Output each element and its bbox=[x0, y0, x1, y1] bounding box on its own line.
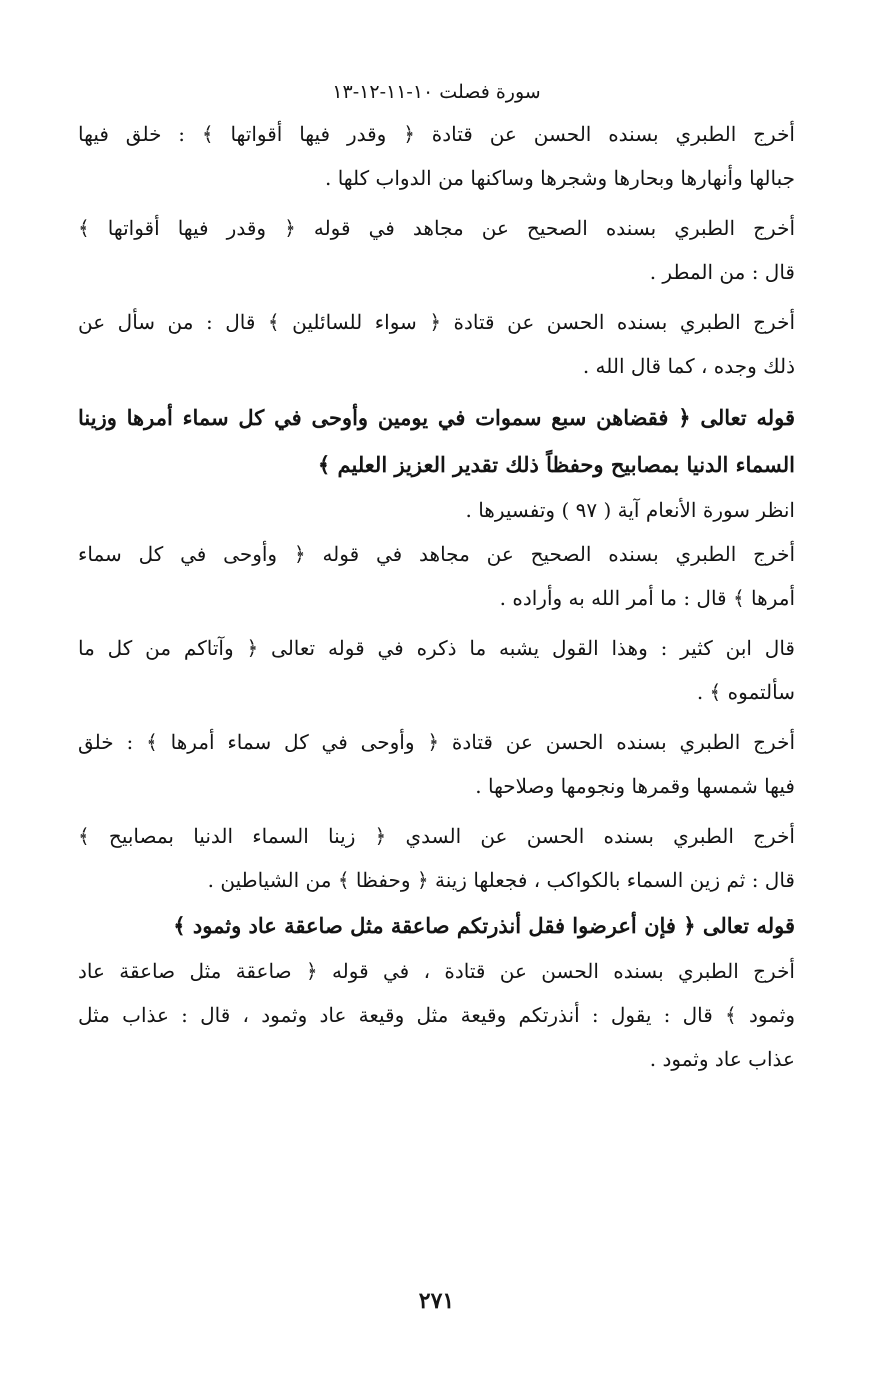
paragraph bbox=[78, 949, 795, 1081]
text-line: أخرج الطبري بسنده الحسن عن قتادة ، في قوله ﴿ صاعقة مثل صاعقة عاد bbox=[78, 959, 795, 983]
paragraph bbox=[78, 488, 795, 532]
paragraph bbox=[78, 206, 795, 294]
text-line: قال ابن كثير : وهذا القول يشبه ما ذكره في قوله تعالى ﴿ وآتاكم من كل ما bbox=[78, 636, 795, 660]
text-line: أخرج الطبري بسنده الحسن عن قتادة ﴿ وقدر فيها أقواتها ﴾ : خلق فيها bbox=[78, 122, 795, 146]
verse-line: السماء الدنيا بمصابيح وحفظاً ذلك تقدير العزيز العليم ﴾ bbox=[317, 452, 795, 477]
paragraph bbox=[78, 626, 795, 714]
verse-heading bbox=[78, 902, 795, 949]
text-line: انظر سورة الأنعام آية ( ٩٧ ) وتفسيرها . bbox=[465, 498, 795, 522]
text-line: ذلك وجده ، كما قال الله . bbox=[582, 354, 795, 378]
text-line: فيها شمسها وقمرها ونجومها وصلاحها . bbox=[475, 774, 795, 798]
paragraph bbox=[78, 720, 795, 808]
text-line: أخرج الطبري بسنده الحسن عن قتادة ﴿ سواء للسائلين ﴾ قال : من سأل عن bbox=[78, 310, 795, 334]
text-line: قال : من المطر . bbox=[649, 260, 795, 284]
page-number: ٢٧١ bbox=[418, 1288, 455, 1314]
text-line: عذاب عاد وثمود . bbox=[649, 1047, 795, 1071]
paragraph bbox=[78, 814, 795, 902]
text-line: جبالها وأنهارها وبحارها وشجرها وساكنها من الدواب كلها . bbox=[325, 166, 795, 190]
verse-heading bbox=[78, 394, 795, 488]
text-line: أخرج الطبري بسنده الصحيح عن مجاهد في قوله ﴿ وقدر فيها أقواتها ﴾ bbox=[78, 216, 795, 240]
text-line: أخرج الطبري بسنده الحسن عن السدي ﴿ زينا السماء الدنيا بمصابيح ﴾ bbox=[78, 824, 795, 848]
page-body bbox=[78, 112, 795, 1081]
text-line: وثمود ﴾ قال : يقول : أنذرتكم وقيعة مثل وقيعة عاد وثمود ، قال : عذاب مثل bbox=[78, 1003, 795, 1027]
page-header: سورة فصلت ١٠-١١-١٢-١٣ bbox=[332, 81, 541, 103]
text-line: أمرها ﴾ قال : ما أمر الله به وأراده . bbox=[499, 586, 795, 610]
paragraph bbox=[78, 112, 795, 200]
paragraph bbox=[78, 300, 795, 388]
text-line: أخرج الطبري بسنده الحسن عن قتادة ﴿ وأوحى في كل سماء أمرها ﴾ : خلق bbox=[78, 730, 795, 754]
text-line: أخرج الطبري بسنده الصحيح عن مجاهد في قوله ﴿ وأوحى في كل سماء bbox=[78, 542, 795, 566]
text-line: قال : ثم زين السماء بالكواكب ، فجعلها زينة ﴿ وحفظا ﴾ من الشياطين . bbox=[207, 868, 795, 892]
text-line: سألتموه ﴾ . bbox=[696, 680, 795, 704]
paragraph bbox=[78, 532, 795, 620]
verse-line: قوله تعالى ﴿ فإن أعرضوا فقل أنذرتكم صاعقة مثل صاعقة عاد وثمود ﴾ bbox=[173, 913, 795, 938]
verse-line: قوله تعالى ﴿ فقضاهن سبع سموات في يومين وأوحى في كل سماء أمرها وزينا bbox=[78, 405, 795, 430]
